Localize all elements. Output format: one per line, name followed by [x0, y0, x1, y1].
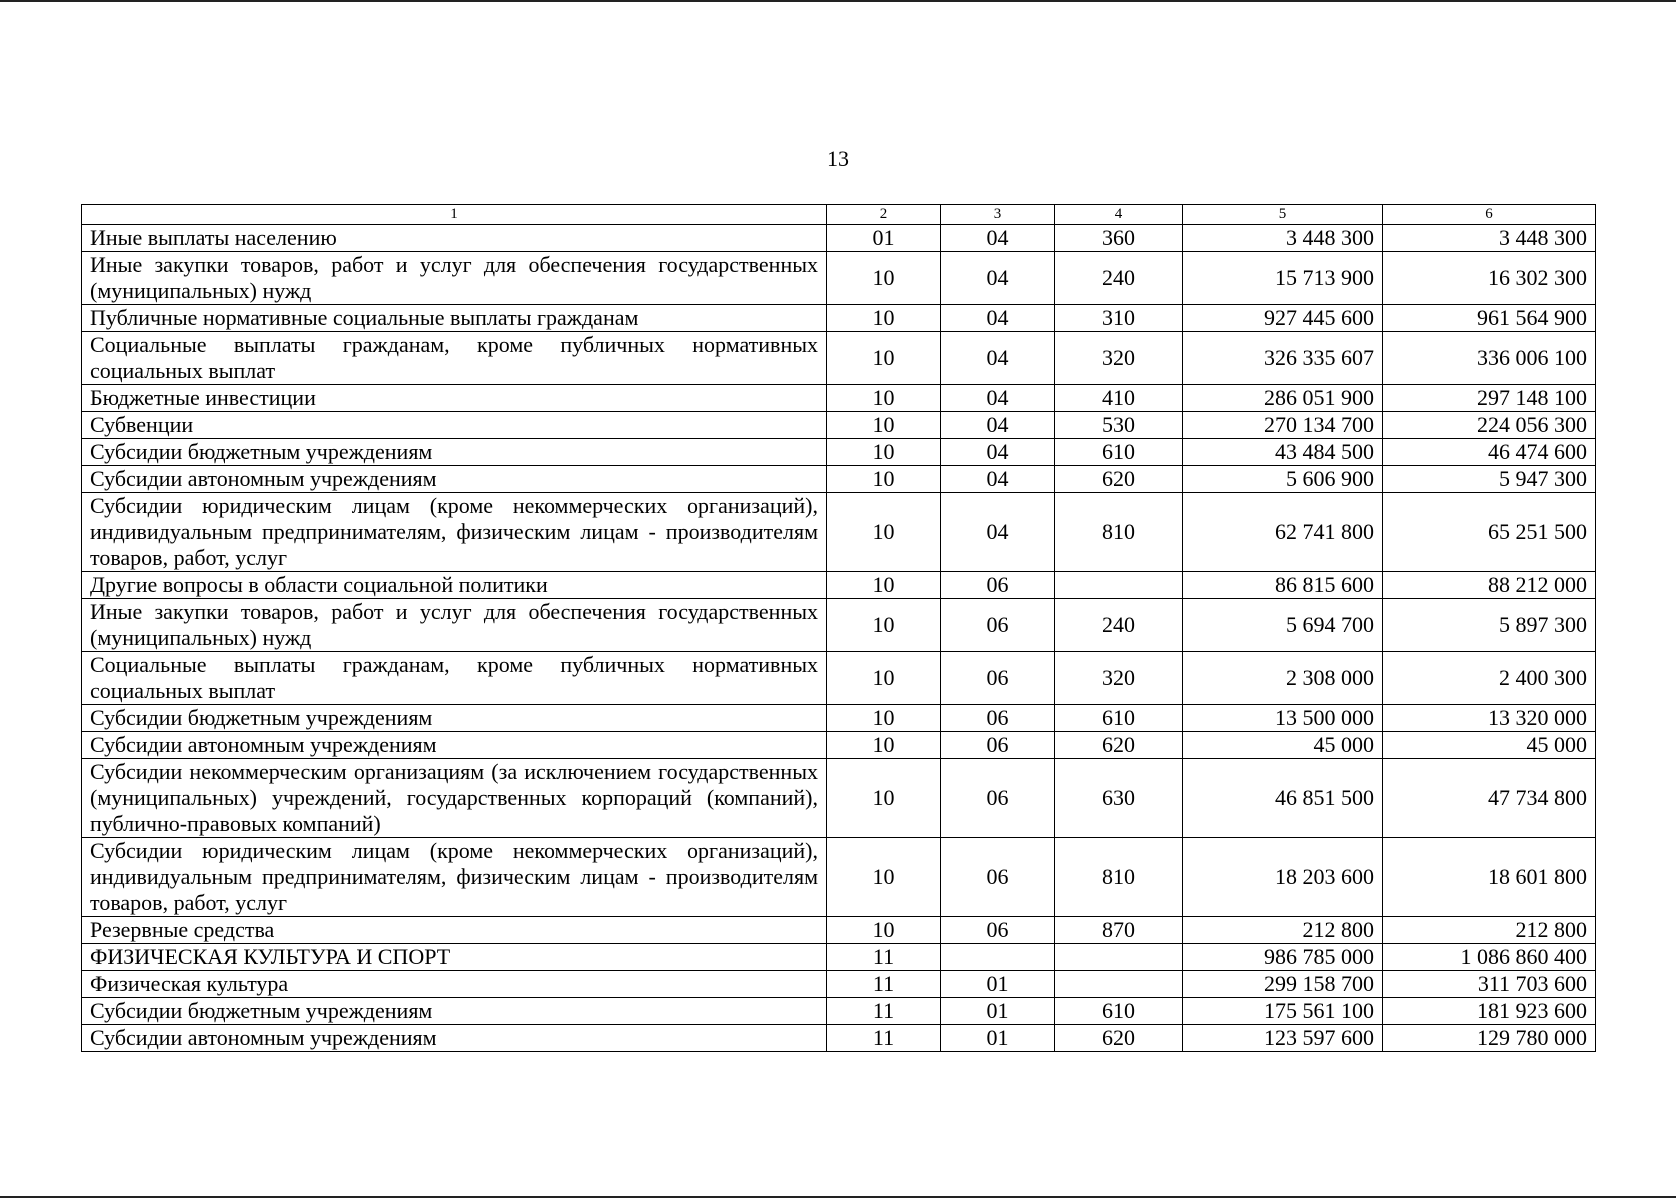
- row-name-cell: Социальные выплаты гражданам, кроме публичных нормативных социальных выплат: [82, 652, 827, 705]
- row-name-cell: Субсидии юридическим лицам (кроме некоммерческих организаций), индивидуальным предпринимателям, физическим лицам - производителям товаров, работ, услуг: [82, 493, 827, 572]
- row-code-4-cell: 810: [1055, 838, 1183, 917]
- table-row: [82, 466, 1596, 493]
- row-code-2-cell: 10: [827, 252, 941, 305]
- table-row: [82, 599, 1596, 652]
- table-row: [82, 572, 1596, 599]
- row-code-3-cell: 06: [941, 732, 1055, 759]
- header-cell: 3: [941, 205, 1055, 225]
- row-code-3-cell: 04: [941, 412, 1055, 439]
- row-value-5-cell: 927 445 600: [1183, 305, 1383, 332]
- row-value-6-cell: 311 703 600: [1383, 971, 1596, 998]
- row-name-cell: ФИЗИЧЕСКАЯ КУЛЬТУРА И СПОРТ: [82, 944, 827, 971]
- row-code-4-cell: 240: [1055, 599, 1183, 652]
- row-code-2-cell: 10: [827, 838, 941, 917]
- table-row: [82, 917, 1596, 944]
- row-value-5-cell: 326 335 607: [1183, 332, 1383, 385]
- row-code-3-cell: 06: [941, 917, 1055, 944]
- row-code-2-cell: 10: [827, 652, 941, 705]
- row-name-cell: Субсидии бюджетным учреждениям: [82, 439, 827, 466]
- page-number: 13: [827, 146, 849, 171]
- row-code-3-cell: 04: [941, 225, 1055, 252]
- table-row: [82, 944, 1596, 971]
- row-code-4-cell: 410: [1055, 385, 1183, 412]
- row-code-4-cell: 610: [1055, 439, 1183, 466]
- row-code-4-cell: 620: [1055, 732, 1183, 759]
- row-name-cell: Субсидии некоммерческим организациям (за исключением государственных (муниципальных) учреждений, государственных корпораций (компаний), публично-правовых компаний): [82, 759, 827, 838]
- row-value-6-cell: 336 006 100: [1383, 332, 1596, 385]
- row-name-cell: Бюджетные инвестиции: [82, 385, 827, 412]
- row-name-cell: Субсидии автономным учреждениям: [82, 1025, 827, 1052]
- table-row: [82, 439, 1596, 466]
- header-row: [82, 205, 1596, 225]
- row-value-5-cell: 5 694 700: [1183, 599, 1383, 652]
- row-code-2-cell: 10: [827, 412, 941, 439]
- row-name-cell: Субвенции: [82, 412, 827, 439]
- row-value-5-cell: 62 741 800: [1183, 493, 1383, 572]
- row-name-cell: Субсидии юридическим лицам (кроме некоммерческих организаций), индивидуальным предпринимателям, физическим лицам - производителям товаров, работ, услуг: [82, 838, 827, 917]
- row-value-6-cell: 45 000: [1383, 732, 1596, 759]
- table-row: [82, 225, 1596, 252]
- row-code-2-cell: 11: [827, 1025, 941, 1052]
- row-code-4-cell: 360: [1055, 225, 1183, 252]
- row-value-6-cell: 13 320 000: [1383, 705, 1596, 732]
- row-value-5-cell: 18 203 600: [1183, 838, 1383, 917]
- table-row: [82, 493, 1596, 572]
- table-row: [82, 732, 1596, 759]
- row-code-2-cell: 10: [827, 732, 941, 759]
- row-value-5-cell: 986 785 000: [1183, 944, 1383, 971]
- row-code-4-cell: 870: [1055, 917, 1183, 944]
- table-row: [82, 305, 1596, 332]
- table-row: [82, 385, 1596, 412]
- row-code-4-cell: [1055, 971, 1183, 998]
- row-name-cell: Субсидии бюджетным учреждениям: [82, 998, 827, 1025]
- header-cell: 4: [1055, 205, 1183, 225]
- table-row: [82, 652, 1596, 705]
- row-value-6-cell: 47 734 800: [1383, 759, 1596, 838]
- row-value-6-cell: 212 800: [1383, 917, 1596, 944]
- row-value-5-cell: 86 815 600: [1183, 572, 1383, 599]
- row-code-2-cell: 10: [827, 599, 941, 652]
- row-code-3-cell: 04: [941, 466, 1055, 493]
- row-name-cell: Субсидии автономным учреждениям: [82, 732, 827, 759]
- row-name-cell: Иные закупки товаров, работ и услуг для обеспечения государственных (муниципальных) нужд: [82, 252, 827, 305]
- row-value-6-cell: 129 780 000: [1383, 1025, 1596, 1052]
- table-row: [82, 1025, 1596, 1052]
- row-code-3-cell: 01: [941, 971, 1055, 998]
- row-value-5-cell: 270 134 700: [1183, 412, 1383, 439]
- row-code-2-cell: 10: [827, 305, 941, 332]
- row-code-4-cell: [1055, 572, 1183, 599]
- row-value-5-cell: 45 000: [1183, 732, 1383, 759]
- row-name-cell: Физическая культура: [82, 971, 827, 998]
- row-code-4-cell: 620: [1055, 1025, 1183, 1052]
- row-code-2-cell: 10: [827, 466, 941, 493]
- row-value-6-cell: 961 564 900: [1383, 305, 1596, 332]
- row-name-cell: Публичные нормативные социальные выплаты гражданам: [82, 305, 827, 332]
- row-value-6-cell: 297 148 100: [1383, 385, 1596, 412]
- row-value-6-cell: 2 400 300: [1383, 652, 1596, 705]
- row-value-6-cell: 224 056 300: [1383, 412, 1596, 439]
- budget-table: [81, 204, 1596, 1052]
- scan-bottom-edge: [0, 1196, 1676, 1198]
- row-value-5-cell: 3 448 300: [1183, 225, 1383, 252]
- table-row: [82, 838, 1596, 917]
- row-code-2-cell: 10: [827, 439, 941, 466]
- row-value-5-cell: 299 158 700: [1183, 971, 1383, 998]
- row-code-2-cell: 10: [827, 332, 941, 385]
- row-value-5-cell: 15 713 900: [1183, 252, 1383, 305]
- row-code-3-cell: 06: [941, 759, 1055, 838]
- row-value-5-cell: 5 606 900: [1183, 466, 1383, 493]
- row-code-2-cell: 10: [827, 917, 941, 944]
- row-code-3-cell: 06: [941, 652, 1055, 705]
- table-row: [82, 998, 1596, 1025]
- row-name-cell: Субсидии бюджетным учреждениям: [82, 705, 827, 732]
- row-code-3-cell: 04: [941, 252, 1055, 305]
- row-code-2-cell: 10: [827, 705, 941, 732]
- row-code-2-cell: 10: [827, 493, 941, 572]
- row-code-3-cell: 06: [941, 572, 1055, 599]
- row-value-5-cell: 175 561 100: [1183, 998, 1383, 1025]
- row-code-2-cell: 01: [827, 225, 941, 252]
- row-code-3-cell: [941, 944, 1055, 971]
- row-value-6-cell: 16 302 300: [1383, 252, 1596, 305]
- row-code-4-cell: 320: [1055, 652, 1183, 705]
- table-row: [82, 332, 1596, 385]
- row-name-cell: Иные закупки товаров, работ и услуг для обеспечения государственных (муниципальных) нужд: [82, 599, 827, 652]
- header-cell: 2: [827, 205, 941, 225]
- table-row: [82, 759, 1596, 838]
- row-value-5-cell: 212 800: [1183, 917, 1383, 944]
- table-row: [82, 971, 1596, 998]
- row-code-3-cell: 06: [941, 705, 1055, 732]
- row-code-4-cell: 240: [1055, 252, 1183, 305]
- row-value-5-cell: 2 308 000: [1183, 652, 1383, 705]
- table-row: [82, 705, 1596, 732]
- row-value-5-cell: 13 500 000: [1183, 705, 1383, 732]
- row-code-3-cell: 04: [941, 385, 1055, 412]
- header-cell: 1: [82, 205, 827, 225]
- row-code-4-cell: 630: [1055, 759, 1183, 838]
- row-name-cell: Резервные средства: [82, 917, 827, 944]
- row-code-2-cell: 11: [827, 998, 941, 1025]
- row-code-2-cell: 10: [827, 385, 941, 412]
- row-value-6-cell: 5 897 300: [1383, 599, 1596, 652]
- scan-top-edge: [0, 0, 1676, 2]
- row-name-cell: Другие вопросы в области социальной политики: [82, 572, 827, 599]
- row-code-2-cell: 10: [827, 759, 941, 838]
- row-code-3-cell: 04: [941, 493, 1055, 572]
- row-value-5-cell: 43 484 500: [1183, 439, 1383, 466]
- row-value-6-cell: 65 251 500: [1383, 493, 1596, 572]
- row-code-3-cell: 01: [941, 998, 1055, 1025]
- row-name-cell: Социальные выплаты гражданам, кроме публичных нормативных социальных выплат: [82, 332, 827, 385]
- table-row: [82, 412, 1596, 439]
- table-row: [82, 252, 1596, 305]
- row-value-6-cell: 3 448 300: [1383, 225, 1596, 252]
- row-code-4-cell: 530: [1055, 412, 1183, 439]
- row-code-3-cell: 04: [941, 305, 1055, 332]
- row-code-3-cell: 04: [941, 332, 1055, 385]
- row-code-4-cell: 310: [1055, 305, 1183, 332]
- row-code-3-cell: 06: [941, 599, 1055, 652]
- header-cell: 5: [1183, 205, 1383, 225]
- row-value-6-cell: 1 086 860 400: [1383, 944, 1596, 971]
- row-code-4-cell: 620: [1055, 466, 1183, 493]
- row-code-4-cell: 610: [1055, 705, 1183, 732]
- row-code-3-cell: 06: [941, 838, 1055, 917]
- row-code-2-cell: 10: [827, 572, 941, 599]
- row-code-2-cell: 11: [827, 944, 941, 971]
- row-code-4-cell: 320: [1055, 332, 1183, 385]
- row-value-5-cell: 286 051 900: [1183, 385, 1383, 412]
- row-value-6-cell: 5 947 300: [1383, 466, 1596, 493]
- row-value-6-cell: 88 212 000: [1383, 572, 1596, 599]
- row-code-4-cell: 810: [1055, 493, 1183, 572]
- row-code-2-cell: 11: [827, 971, 941, 998]
- row-value-5-cell: 46 851 500: [1183, 759, 1383, 838]
- row-value-5-cell: 123 597 600: [1183, 1025, 1383, 1052]
- row-name-cell: Субсидии автономным учреждениям: [82, 466, 827, 493]
- row-value-6-cell: 181 923 600: [1383, 998, 1596, 1025]
- row-value-6-cell: 18 601 800: [1383, 838, 1596, 917]
- row-code-3-cell: 04: [941, 439, 1055, 466]
- row-code-4-cell: [1055, 944, 1183, 971]
- row-name-cell: Иные выплаты населению: [82, 225, 827, 252]
- row-code-4-cell: 610: [1055, 998, 1183, 1025]
- row-value-6-cell: 46 474 600: [1383, 439, 1596, 466]
- row-code-3-cell: 01: [941, 1025, 1055, 1052]
- header-cell: 6: [1383, 205, 1596, 225]
